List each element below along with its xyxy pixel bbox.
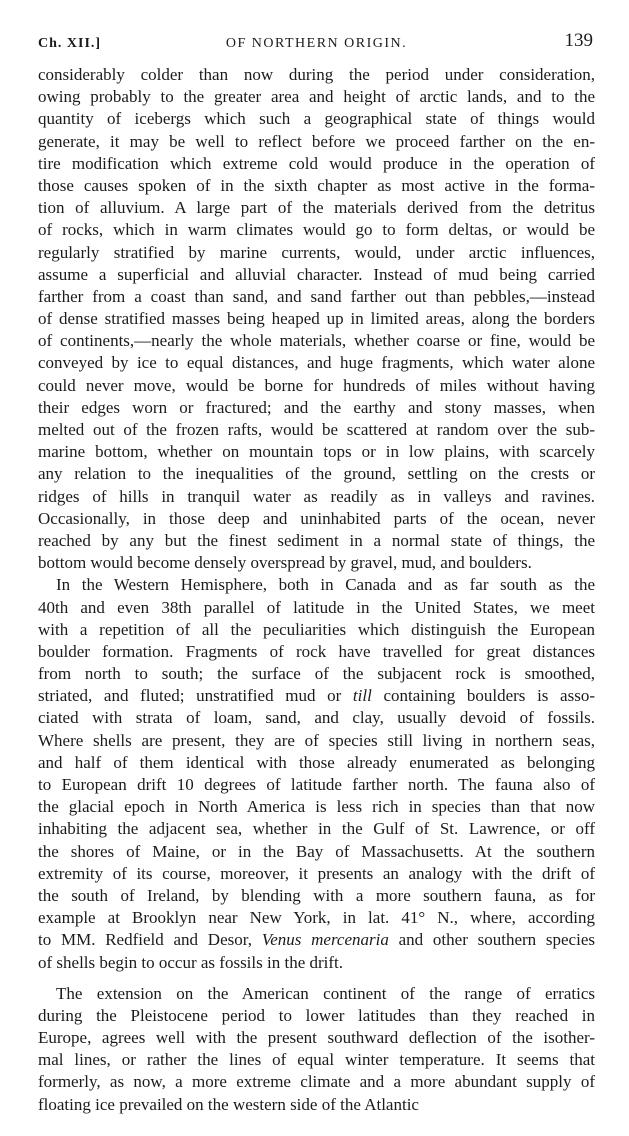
text-line: Europe, agrees well with the present southward deflection of the isother- (38, 1028, 595, 1048)
text-line: considerably colder than now during the period under consideration, (38, 65, 595, 84)
text-line: from north to south; the surface of the subjacent rock is smoothed, (38, 664, 595, 684)
text-line: owing probably to the greater area and height of arctic lands, and to the (38, 87, 595, 107)
text-line: reached by any but the finest sediment in a normal state of things, the (38, 530, 595, 550)
text-line: striated, and fluted; unstratified mud or till containing boulders is asso- (38, 686, 595, 706)
text-line: quantity of icebergs which such a geographical state of things would (38, 109, 595, 129)
text-line: The extension on the American continent of the range of erratics (56, 983, 595, 1003)
paragraph (38, 983, 595, 1116)
text-line: to MM. Redfield and Desor, Venus mercenaria and other southern species (38, 930, 595, 950)
text-line: mal lines, or rather the lines of equal winter temperature. It seems that (38, 1050, 595, 1070)
text-line: of dense stratified masses being heaped up in limited areas, along the borders (38, 309, 595, 329)
text-line: during the Pleistocene period to lower latitudes than they reached in (38, 1005, 595, 1025)
text-line: inhabiting the adjacent sea, whether in the Gulf of St. Lawrence, or off (38, 819, 595, 839)
text-line: example at Brooklyn near New York, in lat. 41° N., where, according (38, 908, 595, 928)
text-line: the south of Ireland, by blending with a more southern fauna, as for (38, 885, 595, 905)
text-line: 40th and even 38th parallel of latitude in the United States, we meet (38, 597, 595, 617)
running-head (38, 30, 595, 60)
text-line: generate, it may be well to reflect before we proceed farther on the en- (38, 131, 595, 151)
text-line: In the Western Hemisphere, both in Canada and as far south as the (56, 575, 595, 595)
paragraph-gap (38, 974, 595, 983)
running-title: OF NORTHERN ORIGIN. (225, 36, 408, 51)
text-line: of rocks, which in warm climates would go to form deltas, or would be (38, 220, 595, 240)
text-line: to European drift 10 degrees of latitude farther north. The fauna also of (38, 775, 595, 794)
text-line: ciated with strata of loam, sand, and clay, usually devoid of fossils. (38, 708, 595, 728)
text-line: extremity of its course, moreover, it presents an analogy with the drift of (38, 863, 595, 883)
text-line: of continents,—nearly the whole materials, whether coarse or fine, would be (38, 331, 595, 351)
text-line: melted out of the frozen rafts, would be scattered at random over the sub- (38, 420, 595, 439)
text-line: of shells begin to occur as fossils in the drift. (38, 952, 344, 972)
text-line: any relation to the inequalities of the ground, settling on the crests or (38, 464, 595, 484)
text-line: floating ice prevailed on the western side of the Atlantic (38, 1094, 419, 1114)
text-line: conveyed by ice to equal distances, and huge fragments, which water alone (38, 353, 595, 373)
text-line: the glacial epoch in North America is less rich in species than that now (38, 797, 595, 817)
text-line: farther from a coast than sand, and sand farther out than pebbles,—instead (38, 286, 595, 306)
text-line: formerly, as now, a more extreme climate and a more abundant supply of (38, 1072, 595, 1092)
body-text (38, 64, 595, 1116)
text-line: their edges worn or fractured; and the earthy and stony masses, when (38, 397, 595, 417)
paragraph (38, 574, 595, 973)
chapter-label: Ch. XII.] (38, 36, 102, 51)
text-line: those causes spoken of in the sixth chapter as most active in the forma- (38, 175, 595, 195)
text-line: Occasionally, in those deep and uninhabited parts of the ocean, never (38, 508, 595, 528)
text-line: marine bottom, whether on mountain tops or in low plains, with scarcely (38, 442, 595, 462)
text-line: and half of them identical with those already enumerated as belonging (38, 752, 595, 772)
text-line: the shores of Maine, or in the Bay of Massachusetts. At the southern (38, 841, 595, 861)
text-line: boulder formation. Fragments of rock have travelled for great distances (38, 641, 595, 661)
text-line: tire modification which extreme cold would produce in the operation of (38, 153, 595, 173)
text-line: assume a superficial and alluvial character. Instead of mud being carried (38, 264, 595, 284)
text-line: Where shells are present, they are of species still living in northern seas, (38, 730, 595, 750)
text-line: ridges of hills in tranquil water as readily as in valleys and ravines. (38, 486, 595, 506)
paragraph (38, 64, 595, 574)
text-line: tion of alluvium. A large part of the materials derived from the detritus (38, 198, 595, 218)
text-line: could never move, would be borne for hundreds of miles without having (38, 375, 595, 395)
text-line: bottom would become densely overspread by gravel, mud, and boulders. (38, 553, 532, 573)
text-line: with a repetition of all the peculiarities which distinguish the European (38, 619, 595, 639)
page-number: 139 (564, 30, 593, 51)
text-line: regularly stratified by marine currents, would, under arctic influences, (38, 242, 595, 262)
